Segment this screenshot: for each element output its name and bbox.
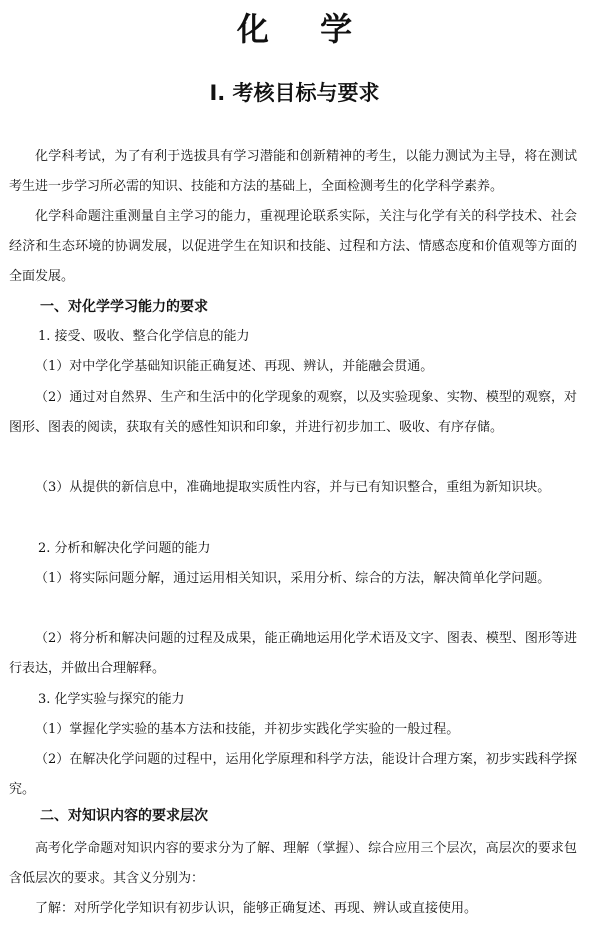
list-item: （2）通过对自然界、生产和生活中的化学现象的观察，以及实验现象、实物、模型的观察，对图形、图表的阅读，获取有关的感性知识和印象，并进行初步加工、吸收、有序存储。 [9,390,577,435]
subsection-3-title: 3. 化学实验与探究的能力 [38,692,185,707]
list-item: （2）在解决化学问题的过程中，运用化学原理和科学方法，能设计合理方案，初步实践科学探究。 [9,752,577,797]
list-item: （2）将分析和解决问题的过程及成果，能正确地运用化学术语及文字、图表、模型、图形等进行表达，并做出合理解释。 [9,631,577,676]
intro-paragraph-2: 化学科命题注重测量自主学习的能力，重视理论联系实际，关注与化学有关的科学技术、社会经济和生态环境的协调发展，以促进学生在知识和技能、过程和方法、情感态度和价值观等方面的全面发展。 [9,209,577,284]
list-item: （1）掌握化学实验的基本方法和技能，并初步实践化学实验的一般过程。 [35,722,460,737]
list-item: （1）将实际问题分解，通过运用相关知识，采用分析、综合的方法，解决简单化学问题。 [35,571,551,586]
section-2-paragraph-2: 了解：对所学化学知识有初步认识，能够正确复述、再现、辨认或直接使用。 [35,901,478,916]
section-2-heading: 二、对知识内容的要求层次 [40,808,208,824]
list-item: （1）对中学化学基础知识能正确复述、再现、辨认，并能融会贯通。 [35,359,434,374]
document-title: 化 学 [236,10,373,48]
subsection-2-title: 2. 分析和解决化学问题的能力 [38,541,211,556]
subsection-1-title: 1. 接受、吸收、整合化学信息的能力 [38,329,250,344]
section-subtitle: Ⅰ. 考核目标与要求 [209,81,380,105]
section-1-heading: 一、对化学学习能力的要求 [40,299,208,315]
section-2-paragraph-1: 高考化学命题对知识内容的要求分为了解、理解（掌握）、综合应用三个层次，高层次的要求包含低层次的要求。其含义分别为： [9,841,577,886]
list-item: （3）从提供的新信息中，准确地提取实质性内容，并与已有知识整合，重组为新知识块。 [35,480,551,495]
intro-paragraph-1: 化学科考试，为了有利于选拔具有学习潜能和创新精神的考生，以能力测试为主导，将在测试考生进一步学习所必需的知识、技能和方法的基础上，全面检测考生的化学科学素养。 [9,149,577,194]
